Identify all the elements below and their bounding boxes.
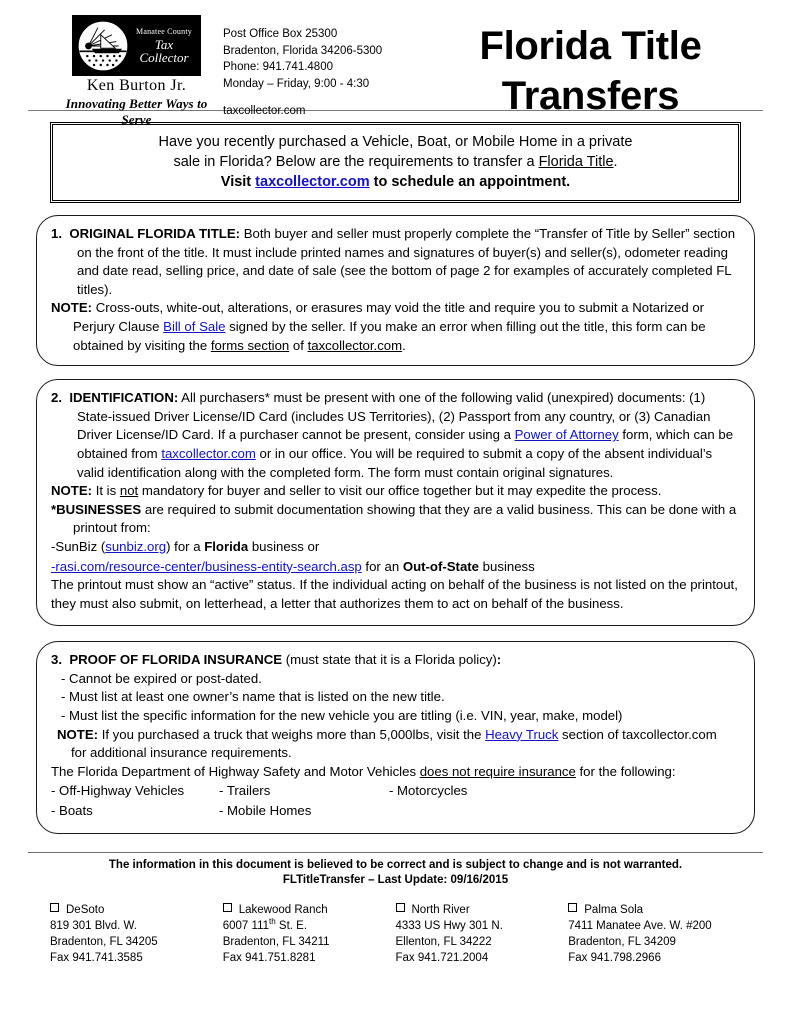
office-name-row [50, 902, 223, 918]
office-name: North River [411, 903, 470, 916]
office-street-sup: th [269, 916, 276, 926]
rasi-link[interactable]: -rasi.com/resource-center/business-entity-search.asp [51, 558, 362, 574]
rasi-suffix: business [479, 558, 535, 574]
exempt-cell [389, 802, 569, 821]
notice-line-1: Have you recently purchased a Vehicle, Boat, or Mobile Home in a private [158, 134, 633, 150]
section2-number: 2. [51, 390, 62, 406]
heavy-truck-link[interactable]: Heavy Truck [485, 726, 559, 742]
section2-closing: The printout must show an “active” status. If the individual acting on behalf of the business is not listed on the printout, they must also submit, on letterhead, a letter that authorizes them to act on behalf of the business. [51, 577, 738, 611]
section3-heading: PROOF OF FLORIDA INSURANCE [69, 652, 283, 668]
bill-of-sale-link[interactable]: Bill of Sale [163, 318, 226, 334]
notice-box [50, 122, 741, 203]
office-street-text: 7411 Manatee Ave. W. #200 [568, 919, 712, 932]
office-city: Ellenton, FL 34222 [395, 935, 492, 948]
section3-number: 3. [51, 652, 62, 668]
document-version: FLTitleTransfer – Last Update: 09/16/2015 [282, 873, 509, 886]
exempt-cell: - Mobile Homes [219, 803, 312, 819]
section2-text-a: All purchasers* must be present with one of the following valid (unexpired) documents: (1) State-issued Driver License/ID Card (includes US Territories), (2) Passport from any country, or (3) Canadian Driver License/ID Card. If a purchaser cannot be present, consider using a [77, 390, 711, 443]
sunrise-water-boat-emblem [75, 18, 131, 74]
section2-businesses [51, 501, 738, 538]
checkbox-icon [223, 903, 232, 912]
notice-line-2-text: sale in Florida? Below are the requirements to transfer a [173, 154, 539, 170]
office-street [50, 918, 223, 934]
taxcollector-link-section1[interactable]: taxcollector.com [307, 337, 403, 353]
office-city: Bradenton, FL 34211 [222, 935, 330, 948]
dhsmv-text-a: The Florida Department of Highway Safety and Motor Vehicles [51, 763, 420, 779]
office-fax: Fax 941.721.2004 [395, 951, 489, 964]
section2-heading: IDENTIFICATION: [69, 390, 179, 406]
office-name: Lakewood Ranch [238, 903, 328, 916]
section1-body [51, 225, 738, 299]
sunbiz-prefix: -SunBiz ( [51, 538, 106, 554]
taxcollector-link-section2[interactable]: taxcollector.com [161, 445, 256, 461]
section2-text-c: or in our office. You will be required to submit a copy of the absent individual’s valid identification along with the completed form. The form must contain original signatures. [77, 445, 713, 480]
exempt-row-2 [51, 802, 738, 821]
florida-title-underlined: Florida Title [538, 154, 614, 170]
dhsmv-text-b: for the following: [575, 763, 676, 779]
section2-text-b: form, which can be obtained from [77, 427, 734, 461]
section3-note [51, 726, 738, 745]
section3-note-label: NOTE: [57, 726, 99, 742]
section1-note-text-b: signed by the seller. If you make an error when filling out the title, this form can be obtained by visiting the [73, 318, 706, 353]
florida-bold: Florida [204, 538, 249, 554]
exempt-cell: - Trailers [219, 783, 271, 799]
footer-disclaimer [28, 858, 763, 888]
office-card [568, 902, 741, 966]
office-street [223, 918, 396, 934]
office-card [223, 902, 396, 966]
exempt-cell: - Off-Highway Vehicles [51, 783, 185, 799]
section3-note-text-a: If you purchased a truck that weighs more than 5,000lbs, visit the [98, 726, 486, 742]
section3-note-cont: for additional insurance requirements. [71, 745, 292, 761]
section2-note-label: NOTE: [51, 483, 93, 499]
office-card [396, 902, 569, 966]
address-po-box: Post Office Box 25300 [223, 28, 338, 40]
office-card [50, 902, 223, 966]
section2-body [51, 389, 738, 482]
address-website: taxcollector.com [223, 105, 306, 117]
checkbox-icon [568, 903, 577, 912]
office-street-text: 4333 US Hwy 301 N. [395, 919, 503, 932]
not-underlined: not [119, 483, 139, 499]
section2-note-text-a: It is [92, 483, 120, 499]
section2-note [51, 482, 738, 501]
section3-bullet-1: - Cannot be expired or post-dated. [61, 670, 262, 686]
office-street-text: 819 301 Blvd. W. [50, 919, 137, 932]
notice-visit-text: Visit [220, 174, 256, 190]
section1-note-text-c: of [289, 337, 308, 353]
office-name-row [396, 902, 569, 918]
notice-line-3 [63, 172, 728, 192]
section3-dhsmv-line [51, 763, 738, 782]
out-of-state-bold: Out-of-State [402, 558, 480, 574]
notice-appointment-text: to schedule an appointment. [369, 174, 571, 190]
office-street [568, 918, 741, 934]
section1-text: Both buyer and seller must properly complete the “Transfer of Title by Seller” section on the front of the title. It must include printed names and signatures of buyer(s) and seller(s), odometer reading and date read, selling price, and date of sale (see the bottom of page 2 for examples of accurately completed FL titles). [77, 226, 736, 297]
address-phone: Phone: 941.741.4800 [223, 61, 333, 73]
office-street [396, 918, 569, 934]
exempt-cell: - Motorcycles [389, 783, 468, 799]
office-name-row [223, 902, 396, 918]
section1-note-label: NOTE: [51, 300, 93, 316]
section3-bullet-3: - Must list the specific information for the new vehicle you are titling (i.e. VIN, year, make, model) [61, 708, 623, 724]
notice-line-2-period: . [613, 154, 618, 170]
tax-collector-logo [72, 15, 201, 76]
section3-note-text-b: section of taxcollector.com [558, 726, 717, 742]
checkbox-icon [396, 903, 405, 912]
exempt-row-1 [51, 782, 738, 801]
office-fax: Fax 941.741.3585 [50, 951, 143, 964]
section1-note-text-d: . [402, 337, 406, 353]
section1-note [51, 299, 738, 355]
logo-county-text: Manatee County [136, 26, 192, 36]
page-title [418, 12, 763, 121]
section3-heading-rest: (must state that it is a Florida policy) [282, 652, 497, 668]
checkbox-icon [50, 903, 59, 912]
logo-block [28, 12, 223, 128]
office-address [223, 12, 418, 120]
taxcollector-link-notice[interactable]: taxcollector.com [255, 174, 370, 190]
office-city: Bradenton, FL 34209 [568, 935, 676, 948]
businesses-text: are required to submit documentation showing that they are a valid business. This can be done with a printout from: [73, 501, 737, 536]
office-name: DeSoto [66, 903, 105, 916]
section3-heading-line [51, 651, 738, 670]
office-name-row [568, 902, 741, 918]
logo-wordmark [131, 28, 201, 64]
logo-collector-text: Collector [139, 49, 189, 65]
document-header [28, 0, 763, 127]
address-hours: Monday – Friday, 9:00 - 4:30 [223, 77, 370, 90]
rasi-line [51, 558, 738, 577]
page-title-line2: Transfers [501, 74, 680, 118]
page-title-line1: Florida Title [479, 24, 702, 68]
section1-note-text-a: Cross-outs, white-out, alterations, or erasures may void the title and require you to submit a Notarized or Perjury Clause [73, 300, 705, 334]
collector-name: Ken Burton Jr. [86, 77, 187, 94]
power-of-attorney-link[interactable]: Power of Attorney [514, 427, 619, 443]
logo-tax-text: Tax [154, 36, 174, 52]
section1-number: 1. [51, 226, 62, 241]
office-street-tail: St. E. [275, 919, 308, 932]
notice-line-2 [63, 152, 728, 172]
office-name: Palma Sola [584, 903, 644, 916]
sunbiz-mid: ) for a [166, 538, 205, 554]
section-identification [36, 379, 755, 626]
sunbiz-suffix: business or [248, 538, 320, 554]
section1-heading: ORIGINAL FLORIDA TITLE: [69, 226, 241, 241]
section2-note-text-b: mandatory for buyer and seller to visit our office together but it may expedite the process. [138, 483, 662, 499]
sunbiz-link[interactable]: sunbiz.org [105, 538, 167, 554]
logo-tagline: Innovating Better Ways to Serve [65, 96, 208, 127]
businesses-label: *BUSINESSES [51, 501, 142, 517]
section-proof-of-insurance [36, 641, 755, 833]
office-fax: Fax 941.751.8281 [222, 951, 316, 964]
section3-bullet-2: - Must list at least one owner’s name that is listed on the new title. [61, 689, 445, 705]
section3-heading-colon: : [496, 652, 502, 668]
footer-divider [28, 852, 763, 853]
office-fax: Fax 941.798.2966 [568, 951, 661, 964]
office-city: Bradenton, FL 34205 [50, 935, 158, 948]
does-not-require-insurance-underlined: does not require insurance [419, 763, 576, 779]
section-original-florida-title [36, 215, 755, 366]
office-street-text: 6007 111 [222, 919, 270, 932]
forms-section-link[interactable]: forms section [210, 337, 290, 353]
exempt-cell: - Boats [51, 803, 93, 819]
disclaimer-text: The information in this document is believed to be correct and is subject to change and is not warranted. [108, 858, 683, 871]
rasi-mid: for an [361, 558, 403, 574]
office-locations [28, 902, 763, 966]
address-city: Bradenton, Florida 34206-5300 [223, 44, 383, 57]
sunbiz-line [51, 538, 738, 557]
